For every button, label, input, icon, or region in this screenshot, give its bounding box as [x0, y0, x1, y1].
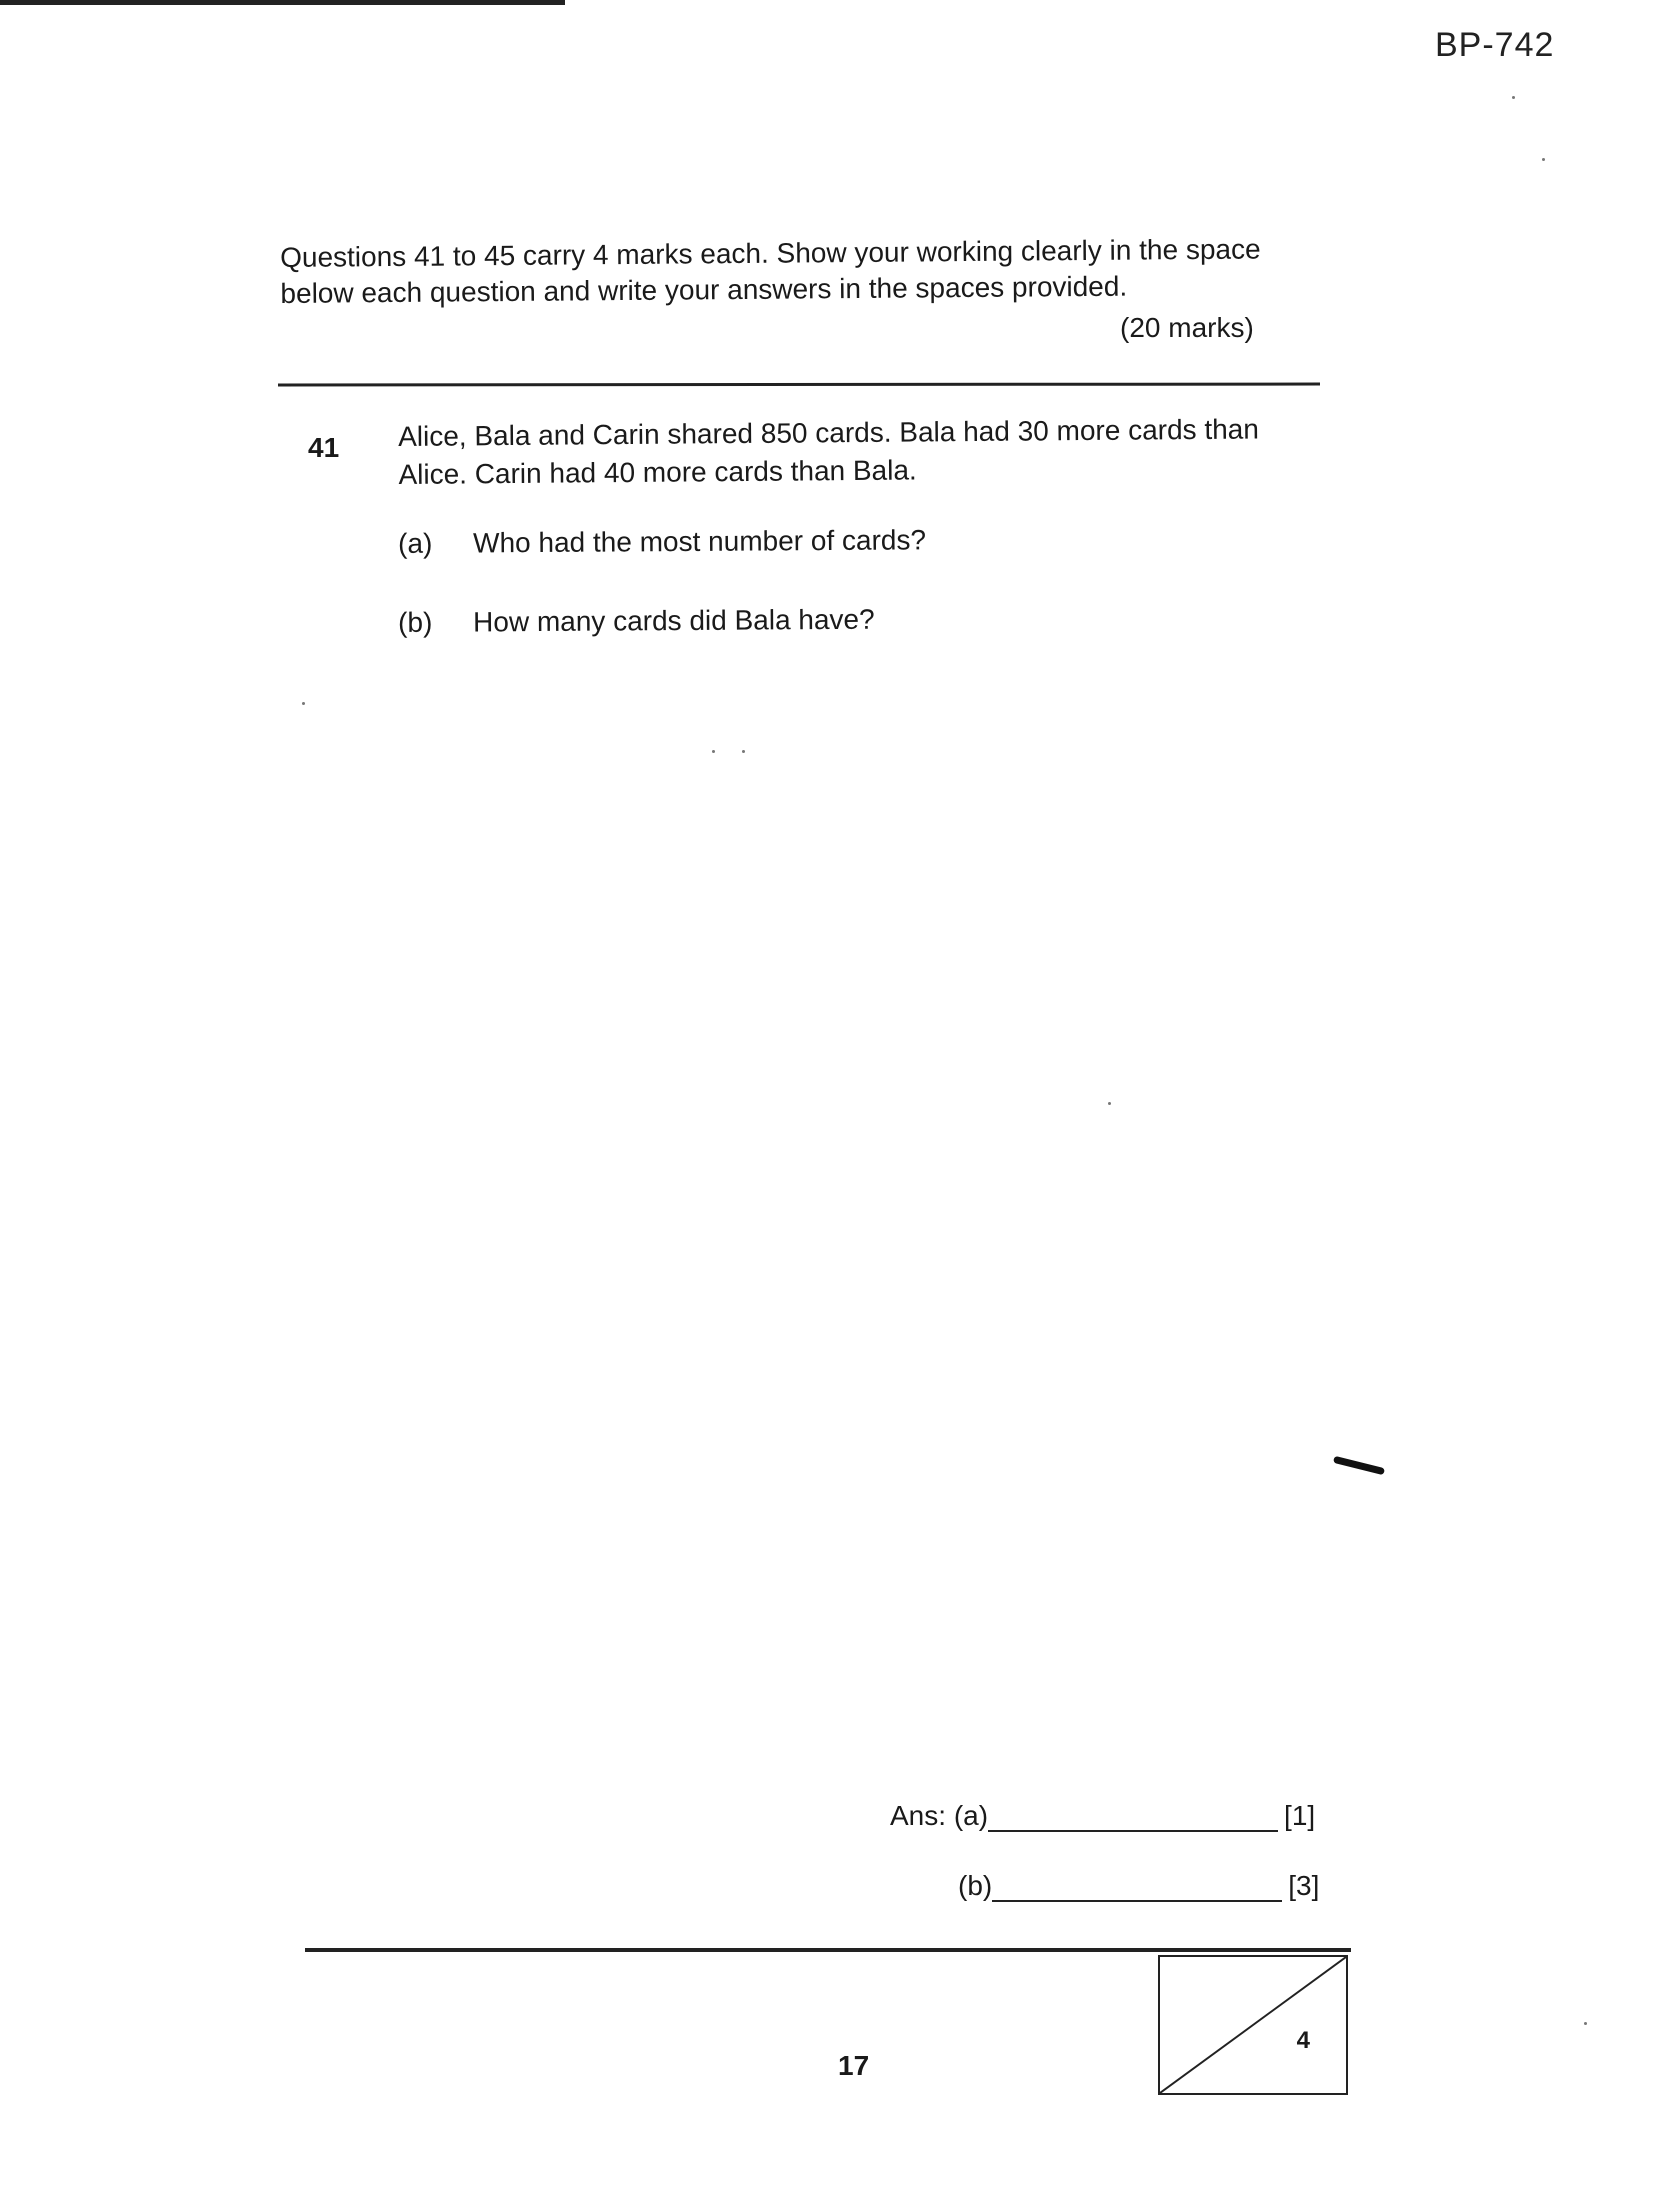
scan-speck	[712, 750, 715, 753]
question-text: Alice, Bala and Carin shared 850 cards. Bala had 30 more cards than Alice. Carin had 40 more cards than Bala.	[398, 413, 1259, 490]
divider-top	[278, 383, 1320, 387]
total-marks: (20 marks)	[1120, 312, 1254, 343]
top-edge-bar	[0, 0, 565, 5]
answer-a-line[interactable]	[988, 1804, 1278, 1832]
instructions-text: Questions 41 to 45 carry 4 marks each. Show your working clearly in the space below each question and write your answers in the spaces provided.	[280, 233, 1261, 309]
page-number: 17	[838, 2050, 870, 2081]
answer-a-label: (a)	[953, 1800, 989, 1831]
question-number: 41	[308, 432, 340, 463]
scan-speck	[742, 750, 745, 753]
question-part-a	[398, 524, 926, 560]
scan-speck	[1512, 96, 1515, 99]
part-a-label: (a)	[398, 527, 433, 559]
answer-prefix: Ans:	[890, 1800, 947, 1831]
scan-speck	[302, 702, 305, 705]
part-b-label: (b)	[398, 606, 433, 638]
question-part-b	[398, 604, 875, 639]
score-box	[1158, 1955, 1348, 2095]
scan-speck	[1584, 2022, 1587, 2025]
answer-b-line[interactable]	[992, 1874, 1282, 1902]
answer-b-label: (b)	[958, 1870, 993, 1901]
scan-speck	[1542, 158, 1545, 161]
score-box-value: 4	[1296, 2027, 1310, 2054]
score-box-diagonal	[1160, 1957, 1346, 2093]
scan-speck	[1108, 1102, 1111, 1105]
divider-bottom	[305, 1948, 1351, 1952]
answer-row-a[interactable]	[890, 1800, 1315, 1832]
document-code: BP-742	[1435, 26, 1555, 64]
part-a-text: Who had the most number of cards?	[472, 524, 927, 559]
answer-row-b[interactable]	[958, 1870, 1319, 1902]
pen-mark	[1333, 1456, 1385, 1475]
answer-a-marks: [1]	[1284, 1800, 1316, 1831]
part-b-text: How many cards did Bala have?	[472, 603, 875, 638]
answer-b-marks: [3]	[1288, 1870, 1320, 1901]
